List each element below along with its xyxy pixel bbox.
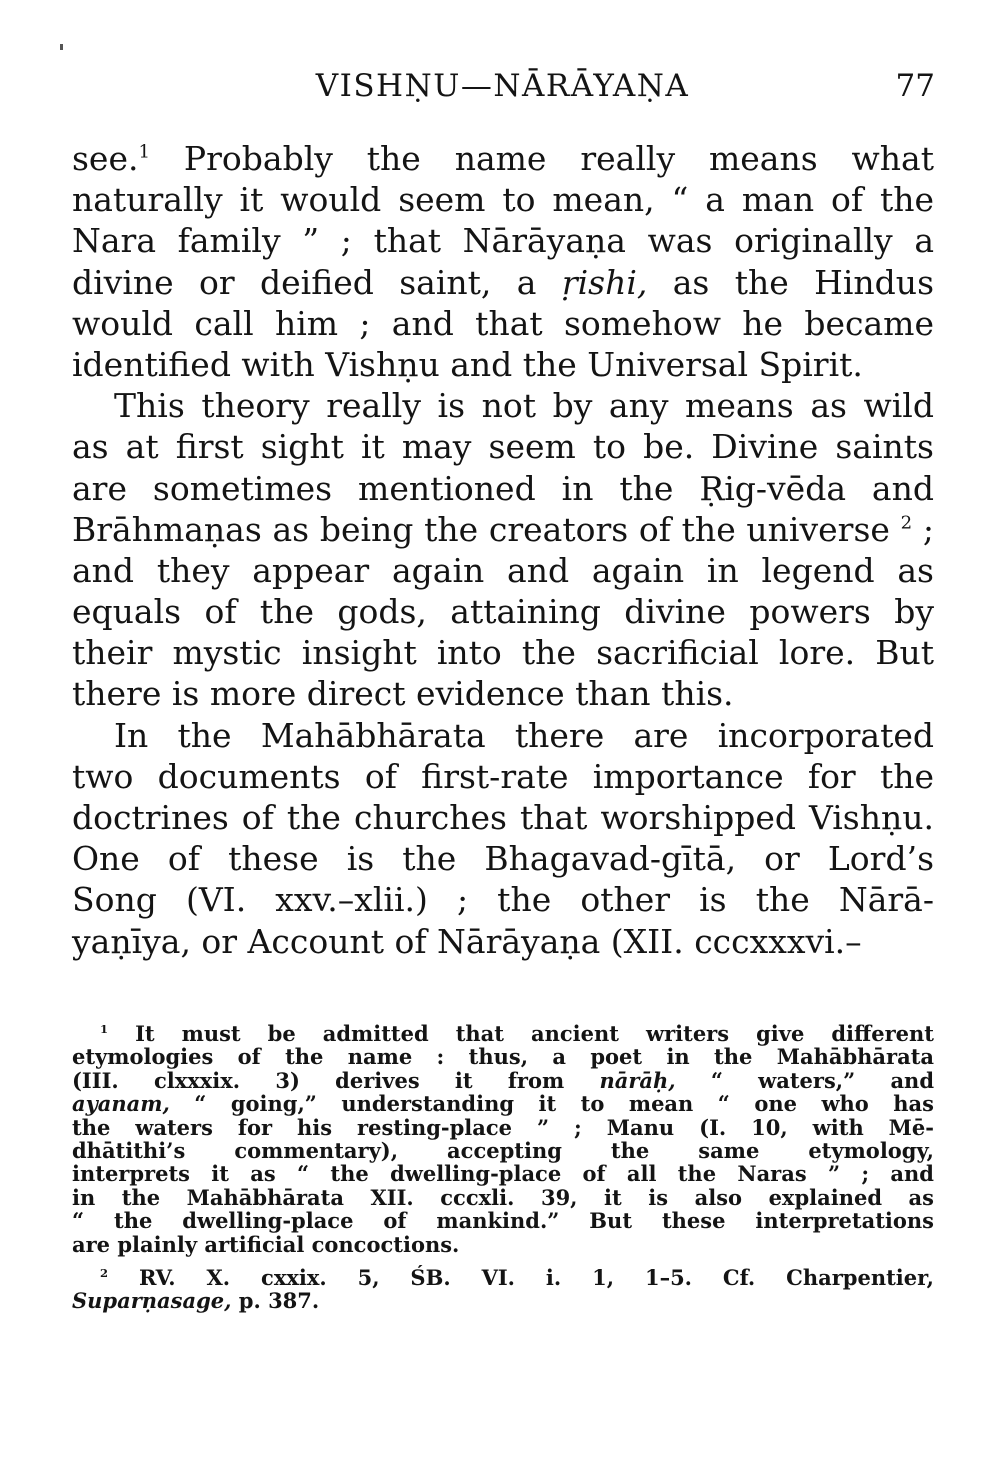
text-run: “ going,” understanding it to mean “ one who has bbox=[169, 1091, 934, 1117]
text-line bbox=[72, 797, 934, 838]
text-run: see. bbox=[72, 139, 139, 178]
text-line bbox=[72, 715, 934, 756]
text-run: equals of the gods, attaining divine powers by bbox=[72, 592, 934, 632]
text-run: (III. clxxxix. 3) derives it from bbox=[72, 1067, 600, 1093]
footnote-marker: 2 bbox=[100, 1265, 109, 1280]
footnote-line bbox=[72, 1266, 934, 1289]
text-run: their mystic insight into the sacrificial lore. But bbox=[72, 633, 934, 673]
text-run: etymologies of the name : thus, a poet in the Mahābhārata bbox=[72, 1044, 934, 1070]
body-text bbox=[72, 138, 934, 962]
text-line bbox=[72, 550, 934, 591]
text-run: Nara family ” ; that Nārāyaṇa was originally a bbox=[72, 221, 934, 261]
text-run: One of these is the Bhagavad-gītā, or Lord’s bbox=[72, 839, 934, 879]
text-line bbox=[72, 468, 934, 509]
text-run: dhātithi’s commentary), accepting the same etymology, bbox=[72, 1137, 934, 1163]
running-head bbox=[70, 64, 935, 108]
text-line bbox=[72, 632, 934, 673]
paragraph bbox=[72, 138, 934, 385]
footnote-marker: 2 bbox=[900, 511, 913, 533]
footnote-line bbox=[72, 1162, 934, 1185]
page-number: 77 bbox=[895, 68, 935, 104]
text-run: RV. X. cxxix. 5, ŚB. VI. i. 1, 1–5. Cf. Charpentier, bbox=[108, 1264, 934, 1290]
text-line bbox=[72, 509, 934, 550]
footnote-line bbox=[72, 1116, 934, 1139]
text-run: In the Mahābhārata there are incorporated bbox=[114, 715, 934, 755]
italic-term: nārāḥ, bbox=[599, 1067, 676, 1093]
text-run: as the Hindus bbox=[647, 262, 934, 302]
text-run: This theory really is not by any means as wild bbox=[114, 386, 934, 426]
text-run: identified with Vishṇu and the Universal Spirit. bbox=[72, 344, 863, 384]
footnote-1 bbox=[72, 1022, 934, 1256]
text-line bbox=[72, 838, 934, 879]
text-line bbox=[72, 673, 934, 714]
footnote-line bbox=[72, 1209, 934, 1232]
paragraph bbox=[72, 385, 934, 715]
text-run: are plainly artificial concoctions. bbox=[72, 1231, 460, 1257]
footnote-line bbox=[72, 1022, 934, 1045]
footnotes bbox=[72, 1022, 934, 1313]
footnote-line bbox=[72, 1092, 934, 1115]
text-line bbox=[72, 179, 934, 220]
footnote-marker: 1 bbox=[100, 1021, 109, 1036]
text-run: interprets it as “ the dwelling-place of all the Naras ” ; and bbox=[72, 1161, 934, 1187]
text-line bbox=[72, 303, 934, 344]
text-run: are sometimes mentioned in the Ṛig-vēda and bbox=[72, 468, 934, 508]
text-line bbox=[72, 262, 934, 303]
text-line bbox=[72, 921, 934, 962]
text-run: divine or deified saint, a bbox=[72, 262, 562, 302]
text-run: as at first sight it may seem to be. Divine saints bbox=[72, 427, 934, 467]
text-line bbox=[72, 756, 934, 797]
text-run: and they appear again and again in legend as bbox=[72, 550, 934, 590]
text-line bbox=[72, 385, 934, 426]
text-run: “ the dwelling-place of mankind.” But these interpretations bbox=[72, 1208, 934, 1234]
italic-term: ṛishi, bbox=[561, 262, 648, 302]
text-run: Song (VI. xxv.–xlii.) ; the other is the Nārā- bbox=[72, 880, 934, 920]
text-run: would call him ; and that somehow he became bbox=[72, 303, 934, 343]
running-head-title: VISHṆU—NĀRĀYAṆA bbox=[315, 68, 690, 104]
text-line bbox=[72, 138, 934, 179]
footnote-line bbox=[72, 1289, 934, 1312]
italic-term: ayanam, bbox=[72, 1091, 170, 1117]
text-line bbox=[72, 344, 934, 385]
footnote-2 bbox=[72, 1266, 934, 1313]
text-line bbox=[72, 879, 934, 920]
italic-term: Suparṇasage, bbox=[72, 1288, 232, 1314]
text-run: p. 387. bbox=[231, 1288, 320, 1314]
paragraph bbox=[72, 715, 934, 962]
text-run: the waters for his resting-place ” ; Manu (I. 10, with Mē- bbox=[72, 1114, 934, 1140]
text-run: It must be admitted that ancient writers give different bbox=[108, 1021, 934, 1046]
text-run: Brāhmaṇas as being the creators of the universe bbox=[72, 509, 901, 549]
footnote-line bbox=[72, 1233, 934, 1256]
text-run: there is more direct evidence than this. bbox=[72, 674, 734, 714]
text-run: two documents of first-rate importance for the bbox=[72, 756, 934, 796]
text-run: “ waters,” and bbox=[675, 1067, 934, 1093]
text-run: Probably the name really means what bbox=[150, 139, 934, 178]
text-line bbox=[72, 426, 934, 467]
text-run: in the Mahābhārata XII. cccxli. 39, it is also explained as bbox=[72, 1184, 934, 1210]
print-speck bbox=[60, 44, 63, 50]
text-run: ; bbox=[912, 509, 935, 549]
text-line bbox=[72, 591, 934, 632]
text-run: yaṇīya, or Account of Nārāyaṇa (XII. cccxxxvi.– bbox=[72, 921, 862, 961]
footnote-line bbox=[72, 1069, 934, 1092]
text-run: naturally it would seem to mean, “ a man of the bbox=[72, 180, 934, 220]
footnote-line bbox=[72, 1139, 934, 1162]
text-run: doctrines of the churches that worshipped Vishṇu. bbox=[72, 798, 934, 837]
text-line bbox=[72, 220, 934, 261]
footnote-line bbox=[72, 1186, 934, 1209]
footnote-marker: 1 bbox=[138, 141, 151, 163]
footnote-line bbox=[72, 1045, 934, 1068]
